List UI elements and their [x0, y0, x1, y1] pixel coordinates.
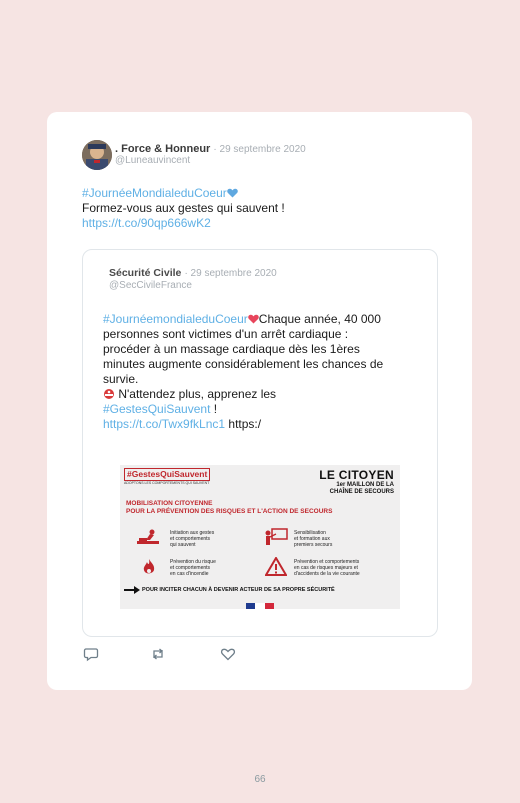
quoted-text-line6: N'attendez plus, apprenez les	[115, 387, 277, 401]
tweet-header	[115, 143, 306, 155]
poster-title	[319, 469, 394, 496]
training-icon	[264, 528, 288, 546]
tweet-actions	[83, 646, 243, 662]
item4-line1: Prévention et comportements	[294, 559, 360, 565]
item1-line3: qui sauvent	[170, 542, 196, 548]
tweet-card	[47, 112, 472, 690]
blue-heart-icon	[227, 188, 238, 198]
poster-mob-line2: POUR LA PRÉVENTION DES RISQUES ET L'ACTION DE SECOURS	[126, 508, 333, 515]
quoted-date[interactable]: · 29 septembre 2020	[184, 268, 277, 279]
avatar-image	[82, 140, 112, 170]
item4-line3: d'accidents de la vie courante	[294, 571, 360, 577]
item3-line3: en cas d'incendie	[170, 571, 209, 577]
quoted-trailing-text: https:/	[225, 417, 262, 431]
page-number: 66	[254, 774, 266, 785]
tweet-date[interactable]: · 29 septembre 2020	[213, 144, 306, 155]
poster-item-4	[294, 559, 360, 577]
cpr-icon	[136, 529, 162, 545]
poster-item-2	[294, 530, 332, 548]
heart-icon[interactable]	[220, 646, 236, 662]
poster-title-small1: 1er MAILLON DE LA	[336, 482, 394, 488]
poster-item-3	[170, 559, 216, 577]
exclamation-text: !	[210, 402, 218, 416]
fire-icon	[142, 558, 156, 576]
quoted-text-line1: Chaque année, 40 000	[258, 312, 381, 326]
avatar[interactable]	[82, 140, 112, 170]
quoted-text-line5: survie.	[103, 372, 139, 386]
retweet-icon[interactable]	[150, 646, 166, 662]
poster-item-1	[170, 530, 214, 548]
warning-icon	[265, 557, 287, 576]
quoted-handle[interactable]: @SecCivileFrance	[109, 280, 192, 291]
item3-line1: Prévention du risque	[170, 559, 216, 565]
item2-line2: et formation aux	[294, 536, 330, 542]
poster-image[interactable]	[120, 465, 400, 609]
gestes-hashtag-link[interactable]: #GestesQuiSauvent	[103, 402, 211, 416]
poster-mobilisation	[126, 500, 332, 516]
hashtag-link[interactable]: #JournéeMondialeduCoeur	[82, 186, 227, 200]
arrow-right-icon	[124, 586, 140, 594]
author-name[interactable]: . Force & Honneur	[115, 143, 211, 155]
quoted-tweet[interactable]	[82, 249, 438, 637]
poster-mob-line1: MOBILISATION CITOYENNE	[126, 500, 213, 507]
reply-icon[interactable]	[83, 646, 99, 662]
poster-footer: POUR INCITER CHACUN À DEVENIR ACTEUR DE SA PROPRE SÉCURITÉ	[142, 587, 335, 593]
quoted-text-line2: personnes sont victimes d'un arrêt cardiaque :	[103, 327, 349, 341]
item4-line2: en cas de risques majeurs et	[294, 565, 358, 571]
item1-line2: et comportements	[170, 536, 211, 542]
quoted-text-line3: procéder à un massage cardiaque dès les 1ères	[103, 342, 360, 356]
quoted-text-line4: minutes augmente considérablement les chances de	[103, 357, 384, 371]
poster-tag-sub: ADOPTONS LES COMPORTEMENTS QUI SAUVENT	[124, 481, 210, 485]
quoted-text	[103, 312, 421, 432]
tweet-text	[82, 186, 285, 231]
tweet-line: Formez-vous aux gestes qui sauvent !	[82, 201, 285, 215]
poster-title-big: LE CITOYEN	[319, 468, 394, 482]
tweet-url-link[interactable]: https://t.co/90qp666wK2	[82, 216, 211, 230]
item1-line1: Initiation aux gestes	[170, 530, 215, 536]
rescue-helmet-icon	[103, 388, 115, 399]
author-handle[interactable]: @Luneauvincent	[115, 155, 191, 166]
poster-hashtag: #GestesQuiSauvent	[124, 468, 210, 481]
red-heart-icon	[248, 314, 259, 324]
item2-line1: Sensibilisation	[294, 530, 326, 536]
item3-line2: et comportements	[170, 565, 211, 571]
republique-francaise-logo	[246, 603, 274, 609]
quoted-hashtag-link[interactable]: #JournéemondialeduCoeur	[103, 312, 248, 326]
quoted-author-name[interactable]: Sécurité Civile	[109, 267, 182, 279]
quoted-url-link[interactable]: https://t.co/Twx9fkLnc1	[103, 417, 226, 431]
quoted-header	[109, 267, 277, 279]
poster-title-small2: CHAÎNE DE SECOURS	[329, 489, 394, 495]
item2-line3: premiers secours	[294, 542, 333, 548]
